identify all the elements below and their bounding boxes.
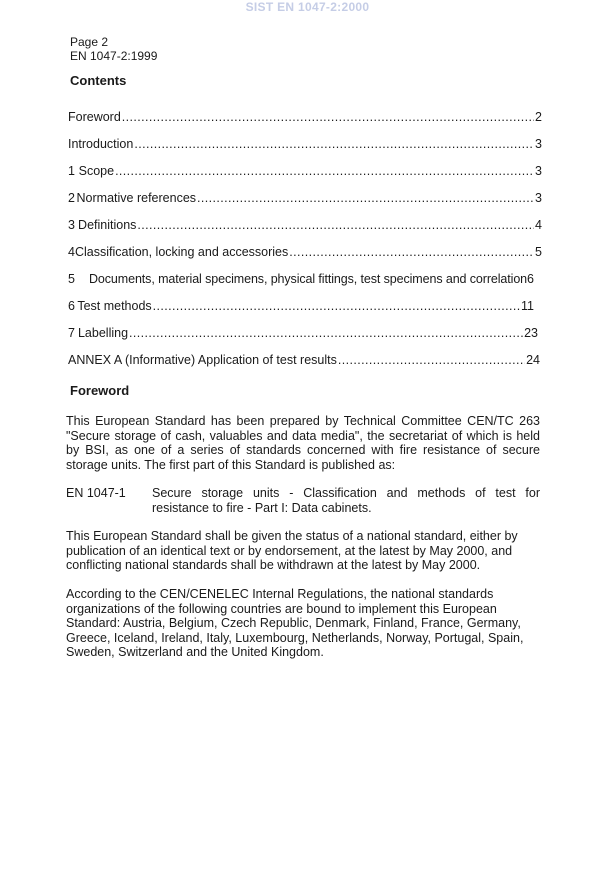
toc-entry-number: 4 bbox=[68, 245, 75, 259]
toc-entry-page: 5 bbox=[535, 245, 542, 259]
toc-entry-title: Definitions bbox=[78, 218, 137, 232]
toc-entry-page: 4 bbox=[535, 218, 542, 232]
toc-entry-number: 5 bbox=[68, 272, 75, 286]
toc-leader-dots bbox=[129, 325, 523, 341]
toc-entry-annex-a[interactable] bbox=[68, 352, 542, 379]
standard-number: EN 1047-2:1999 bbox=[70, 49, 158, 63]
foreword-paragraph-1: This European Standard has been prepared by Technical Committee CEN/TC 263 "Secure storage of cash, valuables and data media", the secretariat of which is held by BSI, as one of a series of standards concerned with fire resistance of secure storage units. The first part of this Standard is published as: bbox=[66, 414, 540, 472]
toc-leader-dots bbox=[289, 244, 534, 260]
foreword-paragraph-2: This European Standard shall be given the status of a national standard, either by publication of an identical text or by endorsement, at the latest by May 2000, and conflicting national standards shall be withdrawn at the latest by May 2000. bbox=[66, 529, 518, 573]
page-number: Page 2 bbox=[70, 35, 109, 49]
toc-entry-introduction[interactable] bbox=[68, 136, 542, 163]
toc-entry-number: 2 bbox=[68, 191, 75, 205]
toc-entry-page: 3 bbox=[535, 164, 542, 178]
toc-entry-title: Scope bbox=[78, 164, 115, 178]
toc-entry-number: 1 bbox=[68, 164, 75, 178]
toc-entry-classification[interactable] bbox=[68, 244, 542, 271]
toc-entry-title: Labelling bbox=[77, 326, 129, 340]
toc-leader-dots bbox=[153, 298, 520, 314]
toc-entry-title: Introduction bbox=[68, 137, 134, 151]
toc-entry-page: 6 bbox=[527, 272, 534, 286]
contents-heading: Contents bbox=[70, 73, 127, 88]
reference-title: Secure storage units - Classification and methods of test for resistance to fire - Part I: Data cabinets. bbox=[152, 486, 540, 515]
toc-entry-foreword[interactable] bbox=[68, 109, 542, 136]
toc-entry-test-methods[interactable] bbox=[68, 298, 542, 325]
toc-entry-documents[interactable] bbox=[68, 271, 542, 298]
reference-code: EN 1047-1 bbox=[66, 486, 126, 500]
toc-leader-dots bbox=[115, 163, 534, 179]
toc-entry-page: 23 bbox=[524, 326, 538, 340]
toc-entry-number: 7 bbox=[68, 326, 75, 340]
watermark-text: SIST EN 1047-2:2000 bbox=[245, 0, 370, 14]
toc-leader-dots bbox=[122, 109, 534, 125]
toc-entry-title: ANNEX A (Informative) Application of test results bbox=[68, 353, 337, 367]
toc-entry-page: 2 bbox=[535, 110, 542, 124]
toc-leader-dots bbox=[137, 217, 534, 233]
toc-entry-page: 24 bbox=[526, 353, 540, 367]
toc-leader-dots bbox=[338, 352, 525, 368]
reference-entry bbox=[66, 486, 540, 515]
foreword-heading: Foreword bbox=[70, 383, 130, 398]
toc-entry-title: Foreword bbox=[68, 110, 121, 124]
toc-entry-title: Normative references bbox=[76, 191, 197, 205]
toc-entry-page: 3 bbox=[535, 191, 542, 205]
foreword-paragraph-3: According to the CEN/CENELEC Internal Regulations, the national standards organizations of the following countries are bound to implement this European Standard: Austria, Belgium, Czech Republic, Denmark, Finland, France, Germany, Greece, Iceland, Ireland, Italy, Luxembourg, Netherlands, Norway, Portugal, Spain, Sweden, Switzerland and the United Kingdom. bbox=[66, 587, 524, 660]
toc-entry-definitions[interactable] bbox=[68, 217, 542, 244]
toc-entry-title: Test methods bbox=[77, 299, 152, 313]
toc-entry-labelling[interactable] bbox=[68, 325, 542, 352]
page-header bbox=[70, 35, 157, 63]
toc-entry-normative-references[interactable] bbox=[68, 190, 542, 217]
toc-leader-dots bbox=[197, 190, 534, 206]
toc-leader-dots bbox=[134, 136, 534, 152]
toc-entry-number: 6 bbox=[68, 299, 75, 313]
toc-entry-scope[interactable] bbox=[68, 163, 542, 190]
toc-entry-title: Classification, locking and accessories bbox=[74, 245, 289, 259]
toc-entry-page: 3 bbox=[535, 137, 542, 151]
toc-entry-title: Documents, material specimens, physical fittings, test specimens and correlation bbox=[89, 272, 528, 286]
toc-entry-page: 11 bbox=[521, 299, 534, 313]
table-of-contents bbox=[68, 109, 542, 379]
toc-entry-number: 3 bbox=[68, 218, 75, 232]
